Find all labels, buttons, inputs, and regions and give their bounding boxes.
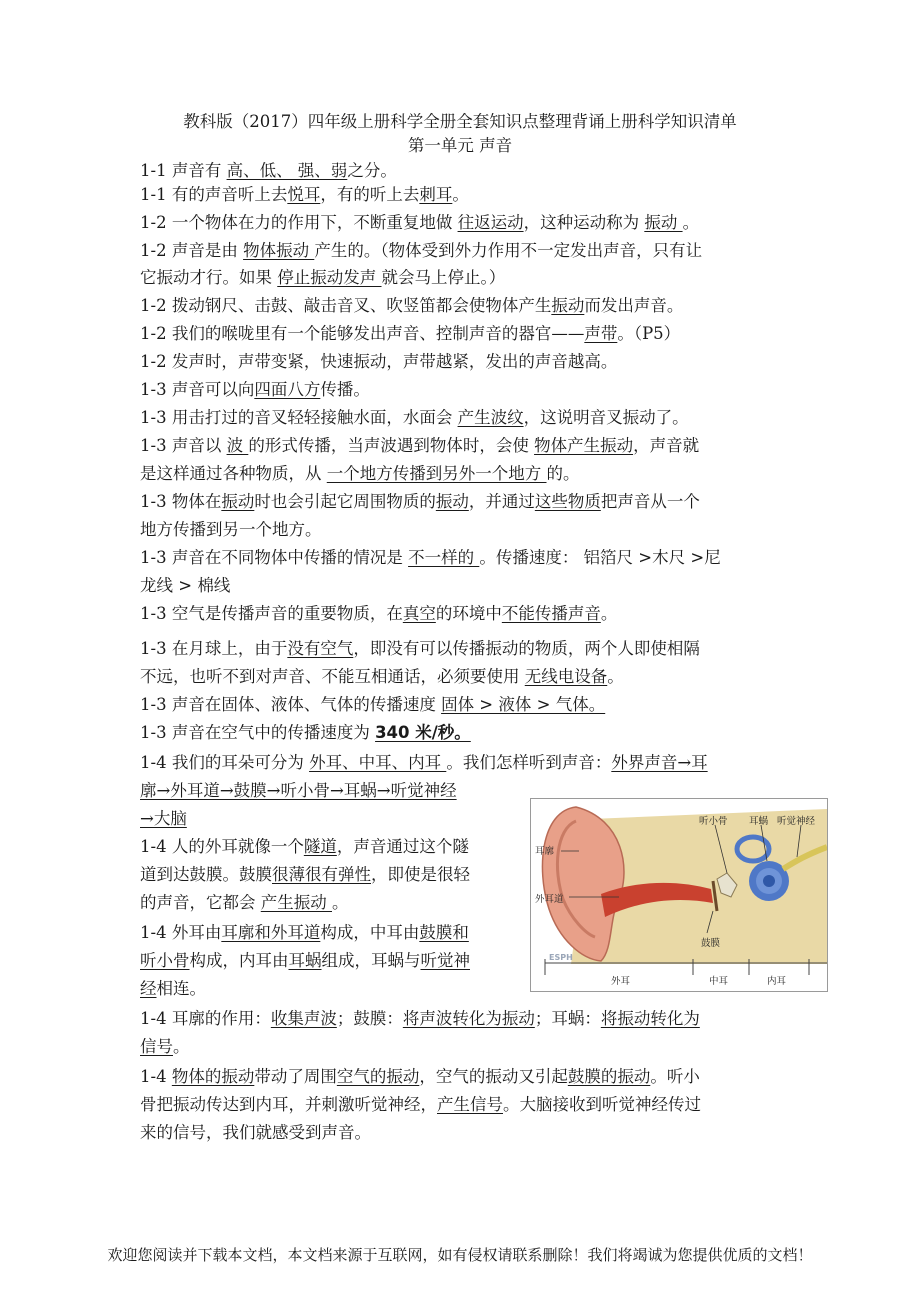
key-term: 高、低、 强、弱 [226, 161, 348, 180]
text-line: 1-4 物体的振动带动了周围空气的振动，空气的振动又引起鼓膜的振动。听小 [140, 1067, 700, 1086]
key-term: 声带 [584, 324, 618, 343]
key-term: 听觉神 [420, 951, 470, 970]
text-line: 1-4 外耳由耳廓和外耳道构成，中耳由鼓膜和 [140, 923, 469, 942]
key-term: 波 [226, 436, 249, 455]
label-middle-ear: 中耳 [709, 976, 729, 987]
text-line: 的声音，它都会 产生振动 。 [140, 893, 349, 912]
key-term: 将声波转化为振动 [402, 1009, 535, 1028]
text-line: 1-3 声音在不同物体中传播的情况是 不一样的 。传播速度： 铝箔尺 >木尺 >尼 [140, 548, 721, 567]
text-line: 1-3 用击打过的音叉轻轻接触水面，水面会 产生波纹，这说明音叉振动了。 [140, 408, 689, 427]
key-term: 一个地方传播到另外一个地方 [326, 464, 547, 483]
text-line: 不远，也听不到对声音、不能互相通话，必须要使用 无线电设备。 [140, 667, 624, 686]
text-line: 1-2 拨动钢尺、击鼓、敲击音叉、吹竖笛都会使物体产生振动而发出声音。 [140, 296, 684, 315]
key-term: 产生波纹 [457, 408, 524, 427]
key-term: 不能传播声音 [501, 604, 601, 623]
label-cochlea: 耳蜗 [749, 816, 769, 827]
key-term: 振动 [221, 492, 255, 511]
key-term: 物体振动 [243, 241, 315, 260]
text-line: 来的信号，我们就感受到声音。 [140, 1123, 371, 1142]
text-line: 1-2 一个物体在力的作用下，不断重复地做 往返运动，这种运动称为 振动 。 [140, 213, 700, 232]
text-line: 1-3 物体在振动时也会引起它周围物质的振动，并通过这些物质把声音从一个 [140, 492, 700, 511]
key-term: 不一样的 [408, 548, 480, 567]
key-term: →大脑 [140, 809, 187, 828]
label-outer-ear: 外耳 [611, 976, 631, 987]
key-term: 四面八方 [254, 380, 321, 399]
key-term: 廓→外耳道→鼓膜→听小骨→耳蜗→听觉神经 [140, 781, 457, 800]
key-term: 产生振动 [260, 893, 332, 912]
key-term: 经 [140, 979, 157, 998]
text-line: 1-4 耳廓的作用：收集声波；鼓膜：将声波转化为振动；耳蜗：将振动转化为 [140, 1009, 700, 1028]
key-term: 外界声音→耳 [611, 753, 708, 772]
text-line: 是这样通过各种物质，从 一个地方传播到另外一个地方 的。 [140, 464, 580, 483]
key-term: 振动 [551, 296, 585, 315]
key-term: 外耳、中耳、内耳 [309, 753, 447, 772]
text-line: 1-4 人的外耳就像一个隧道，声音通过这个隧 [140, 837, 469, 856]
ear-diagram-image [531, 799, 827, 991]
key-term: 振动 [435, 492, 469, 511]
key-term: 往返运动 [457, 213, 524, 232]
key-term: 停止振动发声 [277, 268, 382, 287]
text-line: 龙线 > 棉线 [140, 576, 231, 595]
key-term: 真空 [402, 604, 436, 623]
key-term: 鼓膜和 [419, 923, 469, 942]
key-term: 产生信号 [437, 1095, 503, 1114]
text-line: 1-3 声音在空气中的传播速度为 340 米/秒。 [140, 723, 471, 742]
key-term: 耳蜗 [288, 951, 322, 970]
publisher-logo: ESPH [549, 953, 573, 962]
key-term: 将振动转化为 [600, 1009, 700, 1028]
text-line: 听小骨构成，内耳由耳蜗组成，耳蜗与听觉神 [140, 951, 470, 970]
key-term: 没有空气 [287, 639, 354, 658]
unit-heading: 第一单元 声音 [407, 136, 513, 155]
label-inner-ear: 内耳 [767, 976, 787, 987]
key-term: 听小骨 [140, 951, 190, 970]
text-line: 1-3 声音在固体、液体、气体的传播速度 固体 > 液体 > 气体。 [140, 695, 606, 714]
key-term: 信号 [140, 1037, 173, 1056]
key-term: 空气的振动 [336, 1067, 420, 1086]
key-term: 耳廓和外耳道 [221, 923, 321, 942]
document-title: 教科版（2017）四年级上册科学全册全套知识点整理背诵上册科学知识清单 [183, 112, 737, 131]
text-line: 1-2 发声时，声带变紧，快速振动，声带越紧，发出的声音越高。 [140, 352, 618, 371]
key-term: 振动 [644, 213, 683, 232]
key-term: 很薄很有弹性 [272, 865, 371, 884]
text-line: 1-2 我们的喉咙里有一个能够发出声音、控制声音的器官——声带。（P5） [140, 324, 681, 343]
key-term: 无线电设备 [524, 667, 608, 686]
text-line: 1-2 声音是由 物体振动 产生的。（物体受到外力作用不一定发出声音，只有让 [140, 241, 703, 260]
label-ossicles: 听小骨 [699, 816, 728, 827]
text-line: 它振动才行。如果 停止振动发声 就会马上停止。） [140, 268, 506, 287]
label-pinna: 耳廓 [535, 846, 555, 857]
label-ear-canal: 外耳道 [535, 894, 564, 905]
key-term: 340 米/秒。 [375, 723, 471, 742]
label-eardrum: 鼓膜 [701, 938, 721, 949]
ear-anatomy-figure [530, 798, 828, 992]
text-line: 经相连。 [140, 979, 206, 998]
text-line: 骨把振动传达到内耳，并刺激听觉神经，产生信号。大脑接收到听觉神经传过 [140, 1095, 701, 1114]
key-term: 物体的振动 [171, 1067, 255, 1086]
footer-notice: 欢迎您阅读并下载本文档，本文档来源于互联网，如有侵权请联系删除！我们将竭诚为您提供优质的文档！ [107, 1246, 813, 1264]
key-term: 刺耳 [419, 185, 453, 204]
key-term: 悦耳 [287, 185, 321, 204]
text-line: 1-3 空气是传播声音的重要物质，在真空的环境中不能传播声音。 [140, 604, 618, 623]
text-line: 1-4 我们的耳朵可分为 外耳、中耳、内耳 。我们怎样听到声音：外界声音→耳 [140, 753, 708, 772]
text-line [140, 779, 457, 803]
text-line [140, 807, 187, 831]
key-term: 鼓膜的振动 [567, 1067, 651, 1086]
text-line: 1-1 有的声音听上去悦耳，有的听上去刺耳。 [140, 185, 469, 204]
key-term: 隧道 [303, 837, 337, 856]
label-auditory-nerve: 听觉神经 [777, 816, 816, 827]
text-line: 1-3 声音可以向四面八方传播。 [140, 380, 370, 399]
text-line: 信号。 [140, 1037, 190, 1056]
key-term: 收集声波 [270, 1009, 337, 1028]
text-line: 1-1 声音有 高、低、 强、弱之分。 [140, 161, 397, 180]
text-line: 1-3 声音以 波 的形式传播，当声波遇到物体时，会使 物体产生振动，声音就 [140, 436, 700, 455]
key-term: 物体产生振动 [534, 436, 634, 455]
key-term: 这些物质 [534, 492, 601, 511]
text-line: 地方传播到另一个地方。 [140, 520, 322, 539]
key-term: 固体 > 液体 > 气体。 [441, 695, 606, 714]
text-line: 道到达鼓膜。鼓膜很薄很有弹性，即使是很轻 [140, 865, 470, 884]
text-line: 1-3 在月球上，由于没有空气，即没有可以传播振动的物质，两个人即使相隔 [140, 639, 700, 658]
